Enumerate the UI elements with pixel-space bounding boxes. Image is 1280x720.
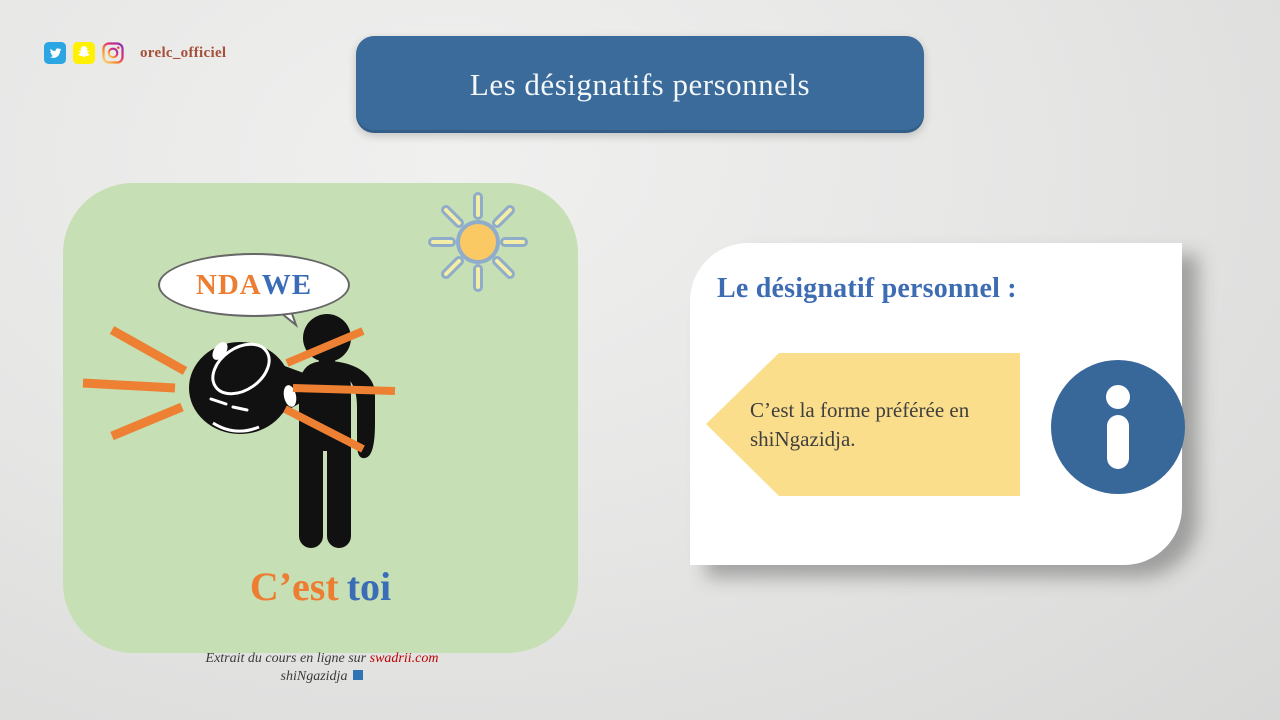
example-panel: [63, 183, 578, 653]
emphasis-rays: [83, 330, 185, 436]
instagram-icon[interactable]: [102, 42, 124, 64]
info-icon: [1050, 359, 1186, 495]
sun-icon: [433, 197, 523, 287]
example-caption: [63, 563, 578, 610]
title-banner: [356, 36, 924, 133]
twitter-icon[interactable]: [44, 42, 66, 64]
slide-title: Les désignatifs personnels: [469, 66, 811, 102]
card-heading: Le désignatif personnel :: [717, 273, 1017, 304]
pointing-fist: [189, 334, 309, 434]
footer-caption: [62, 650, 582, 686]
callout-text: C’est la forme préférée en shiNgazidja.: [750, 398, 970, 451]
speech-bubble: [158, 253, 350, 317]
footer-line2: [62, 668, 582, 686]
footer-line1-text: Extrait du cours en ligne sur: [205, 651, 370, 666]
footer-line1: [62, 650, 582, 668]
social-handle-label: orelc_officiel: [140, 44, 227, 61]
caption-text-orange: C’est: [249, 564, 339, 609]
bubble-text-blue: WE: [261, 268, 313, 301]
footer-link[interactable]: swadrii.com: [369, 651, 439, 666]
info-card: [690, 243, 1182, 565]
footer-line2-text: shiNgazidja: [280, 669, 348, 685]
snapchat-icon[interactable]: [73, 42, 95, 64]
bubble-text-orange: NDA: [195, 268, 262, 301]
caption-text-blue: toi: [346, 564, 392, 609]
brand-square-icon: [353, 670, 363, 680]
social-bar: [44, 42, 226, 64]
callout-banner: [706, 353, 1020, 496]
